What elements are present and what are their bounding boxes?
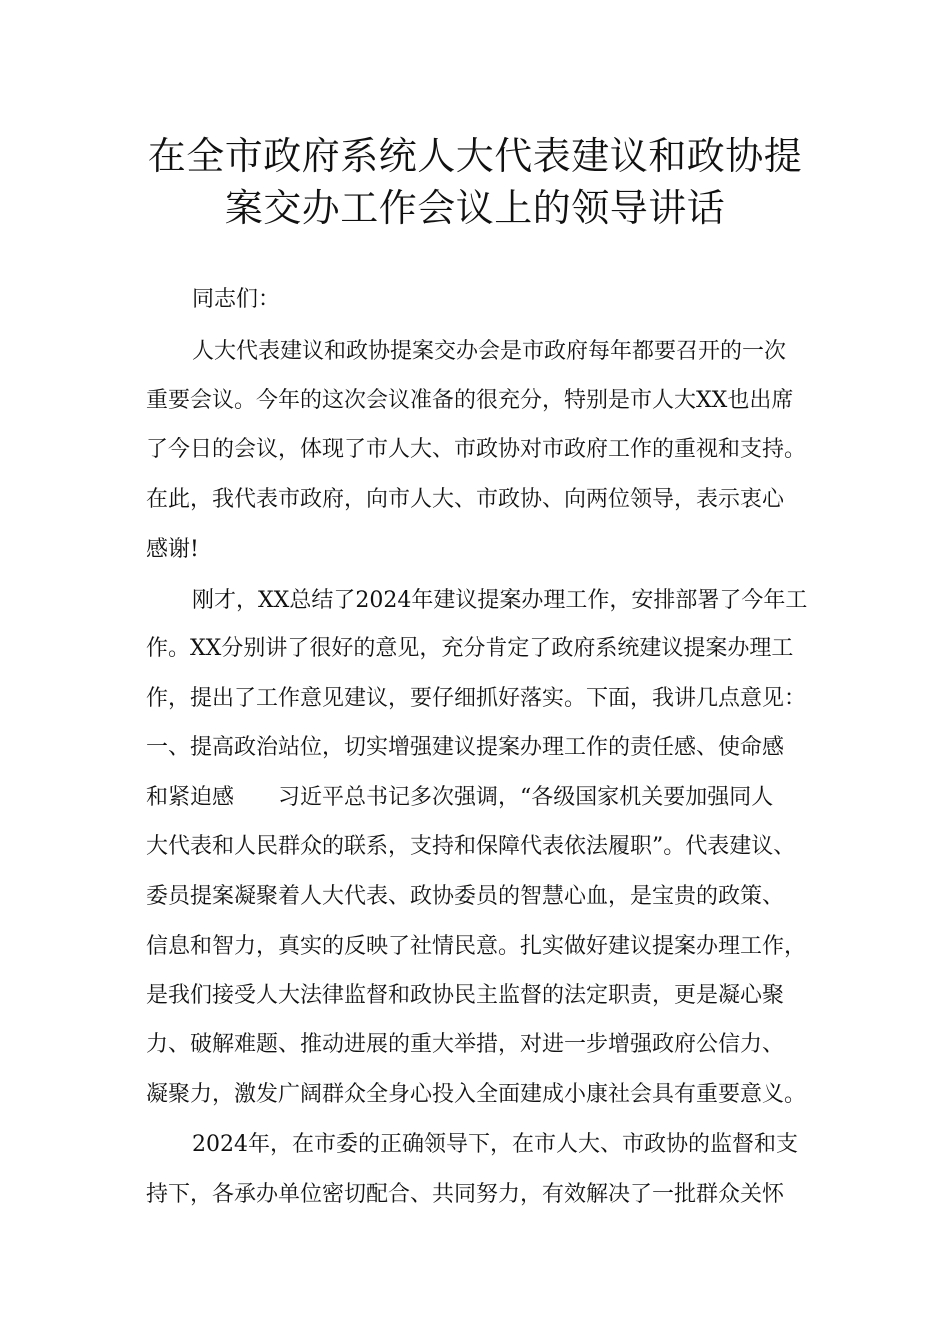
- body-line: 重要会议。今年的这次会议准备的很充分，特别是市人大XX也出席: [146, 388, 794, 413]
- body-line: 委员提案凝聚着人大代表、政协委员的智慧心血，是宝贵的政策、: [146, 884, 785, 909]
- section-heading-line: 一、提高政治站位，切实增强建议提案办理工作的责任感、使命感: [146, 735, 785, 760]
- document-title-line-1: 在全市政府系统人大代表建议和政协提: [147, 134, 803, 178]
- body-line: 大代表和人民群众的联系，支持和保障代表依法履职”。代表建议、: [146, 834, 796, 859]
- body-line: 作。XX分别讲了很好的意见，充分肯定了政府系统建议提案办理工: [146, 636, 794, 661]
- body-line: 刚才，XX总结了2024年建议提案办理工作，安排部署了今年工: [192, 588, 808, 613]
- body-line: 作，提出了工作意见建议，要仔细抓好落实。下面，我讲几点意见：: [146, 686, 807, 711]
- salutation: 同志们：: [192, 287, 281, 312]
- body-line: 和紧迫感 习近平总书记多次强调，“各级国家机关要加强同人: [146, 785, 774, 810]
- body-line: 感谢!: [146, 537, 199, 562]
- body-line: 持下，各承办单位密切配合、共同努力，有效解决了一批群众关怀: [146, 1182, 785, 1207]
- document-title-line-2: 案交办工作会议上的领导讲话: [224, 186, 726, 230]
- body-line: 凝聚力，激发广阔群众全身心投入全面建成小康社会具有重要意义。: [146, 1082, 807, 1107]
- body-line: 信息和智力，真实的反映了社情民意。扎实做好建议提案办理工作，: [146, 934, 807, 959]
- body-line: 了今日的会议，体现了市人大、市政协对市政府工作的重视和支持。: [146, 437, 807, 462]
- body-line: 力、破解难题、推动进展的重大举措，对进一步增强政府公信力、: [146, 1032, 785, 1057]
- body-line: 2024年，在市委的正确领导下，在市人大、市政协的监督和支: [192, 1132, 798, 1157]
- body-line: 是我们接受人大法律监督和政协民主监督的法定职责，更是凝心聚: [146, 983, 785, 1008]
- body-line: 人大代表建议和政协提案交办会是市政府每年都要召开的一次: [192, 339, 787, 364]
- body-line: 在此，我代表市政府，向市人大、市政协、向两位领导，表示衷心: [146, 487, 785, 512]
